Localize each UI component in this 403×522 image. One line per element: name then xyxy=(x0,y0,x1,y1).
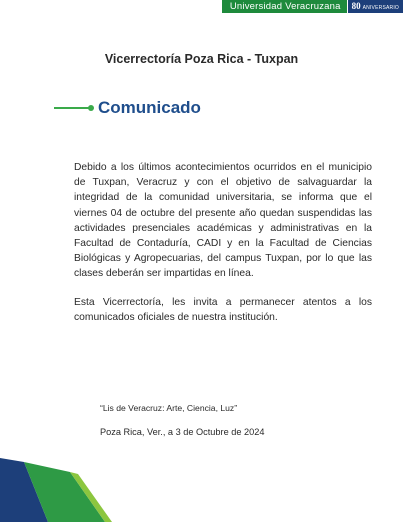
university-motto: “Lis de Veracruz: Arte, Ciencia, Luz” xyxy=(100,403,238,413)
top-brand-bar xyxy=(222,0,403,13)
anniversary-word: ANIVERSARIO xyxy=(362,5,399,11)
anniversary-badge xyxy=(347,0,403,13)
page-title: Comunicado xyxy=(98,98,201,117)
announcement-paragraph-2: Esta Vicerrectoría, les invita a permanecer atentos a los comunicados oficiales de nuestra institución. xyxy=(74,296,372,323)
university-name: Universidad Veracruzana xyxy=(222,0,347,13)
place-and-date: Poza Rica, Ver., a 3 de Octubre de 2024 xyxy=(100,427,265,437)
announcement-body xyxy=(74,160,372,338)
corner-decoration xyxy=(0,432,120,522)
anniversary-number: 80 xyxy=(351,1,361,11)
title-accent-dot xyxy=(88,105,94,111)
page-header: Vicerrectoría Poza Rica - Tuxpan xyxy=(104,52,299,66)
announcement-paragraph-1: Debido a los últimos acontecimientos ocurridos en el municipio de Tuxpan, Veracruz y con el objetivo de salvaguardar la integridad de la comunidad universitaria, se informa que el viernes 04 de octubre del presente año quedan suspendidas las actividades presenciales académicas y administrativas en la Facultad de Contaduría, CADI y en la Facultad de Ciencias Biológicas y Agropecuarias, del campus Tuxpan, por lo que las clases deberán ser impartidas en línea. xyxy=(74,162,372,280)
title-accent-line xyxy=(54,107,90,109)
